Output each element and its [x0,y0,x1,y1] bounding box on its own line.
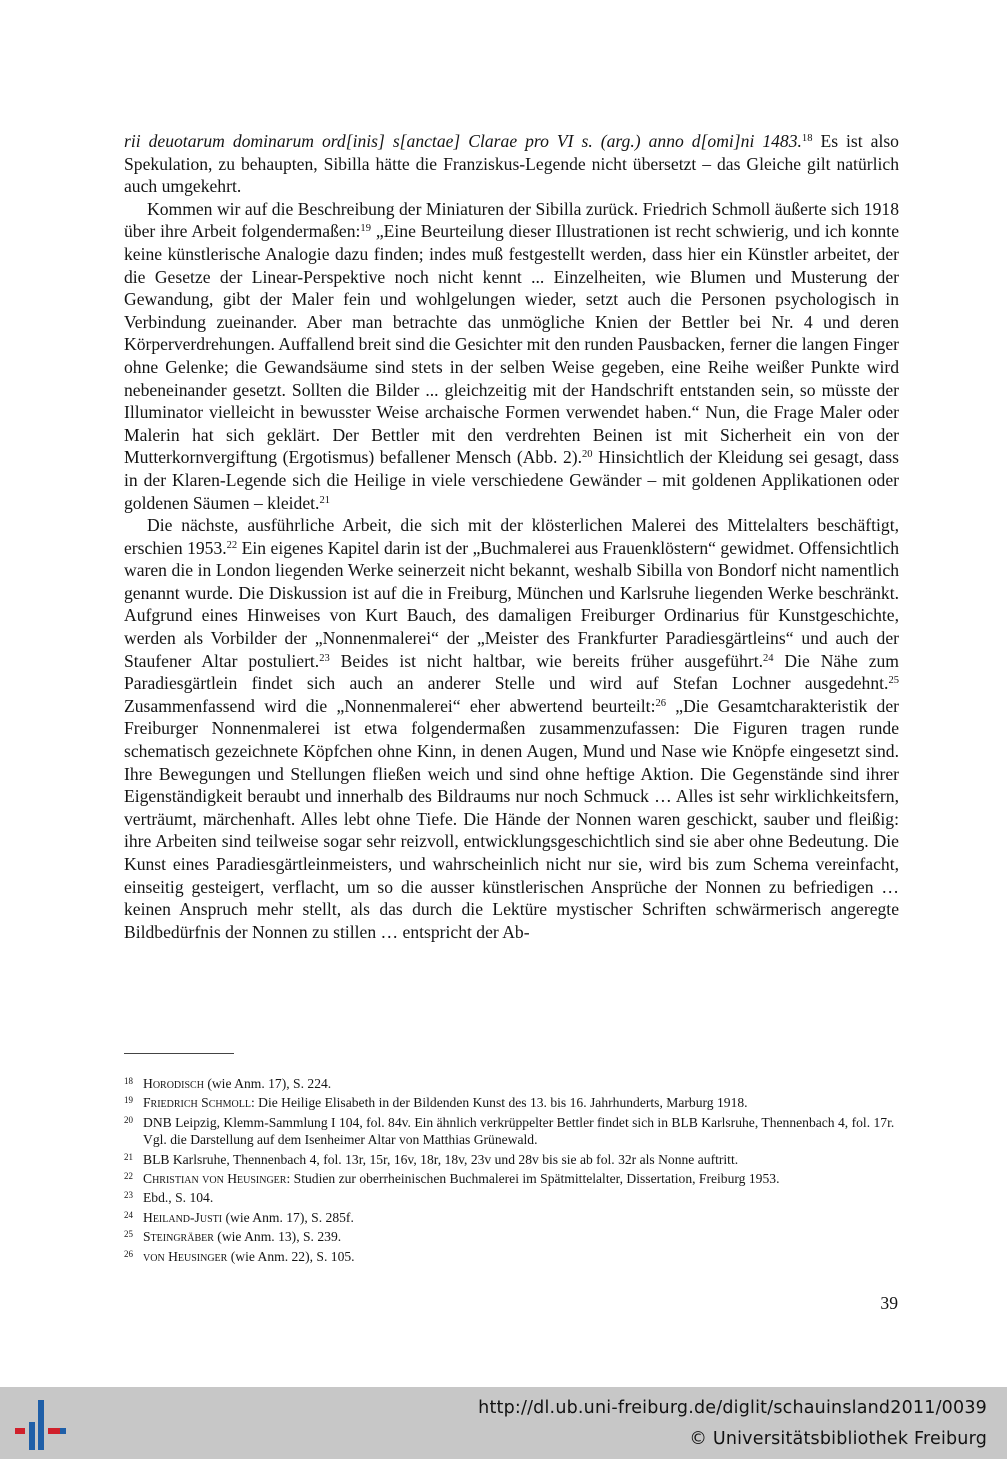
footnote-19 [124,1092,899,1111]
footnote-text: DNB Leipzig, Klemm-Sammlung I 104, fol. 84v. Ein ähnlich verkrüppelter Bettler findet sich in BLB Karlsruhe, Thennenbach 4, fol. 17r. Vgl. die Darstellung auf dem Isenheimer Altar von Matthias Grünewald. [143,1114,895,1148]
footnote-text: (wie Anm. 17), S. 285f. [222,1209,354,1225]
footnote-number: 18 [124,1076,133,1086]
paragraph-text: „Die Gesamtcharakteristik der Freiburger Nonnenmalerei ist etwa folgendermaßen zusammenzufassen: Die Figuren tragen runde schematisch gezeichnete Köpfchen ohne Kinn, in denen Augen, Mund und Nase wie Knöpfe eingesetzt sind. Ihre Bewegungen und Stellungen fließen weich und sind ohne heftige Aktion. Die Gegenstände sind ihrer Eigenständigkeit beraubt und innerhalb des Bildraums nur noch Schmuck … Alles ist sehr wirklichkeitsfern, verträumt, märchenhaft. Alles lebt ohne Tiefe. Die Hände der Nonnen waren geschickt, sauber und fleißig: ihre Arbeiten sind teilweise sogar sehr reizvoll, entwicklungsgeschichtlich sind sie aber ohne Bedeutung. Die Kunst eines Paradiesgärtleinmeisters, und wahrscheinlich nicht nur sie, wird bis zum Schema vereinfacht, einseitig gesteigert, verflacht, um so die ausser künstlerischen Ansprüche der Nonnen zu befriedigen … keinen Anspruch mehr stellt, als das durch die Lektüre mystischer Schriften schwärmerisch angeregte Bildbedürfnis der Nonnen zu stillen … entspricht der Ab- [124,695,900,942]
footnote-number: 22 [124,1171,133,1182]
footnote-ref[interactable]: 19 [360,223,371,235]
paragraph-text: Zusammenfassend wird die „Nonnenmalerei“ eher abwertend beurteilt: [124,695,656,716]
footnote-number: 20 [124,1114,133,1125]
footnote-text: : Studien zur oberrheinischen Buchmalerei im Spätmittelalter, Dissertation, Freiburg 1953. [286,1171,780,1187]
footnote-20 [124,1112,899,1149]
footnote-ref[interactable]: 21 [319,494,330,506]
paragraph-text: Beides ist nicht haltbar, wie bereits früher ausgeführt. [329,650,763,671]
footnote-author: Christian von Heusinger [143,1171,287,1187]
paragraph-3 [124,514,899,943]
footnote-number: 23 [124,1190,133,1201]
footnote-number: 21 [124,1151,133,1162]
copyright-notice: © Universitätsbibliothek Freiburg [689,1429,987,1449]
paragraph-text: Es ist also Spekulation, zu behaupten, Sibilla hätte die Franziskus-Legende nicht übersetzt – das Gleiche gilt natürlich auch umgekehrt. [124,131,899,197]
footnote-ref[interactable]: 22 [226,539,238,551]
footnote-ref[interactable]: 24 [762,652,774,664]
footnote-22 [124,1168,899,1187]
viewer-footer [0,1387,1007,1459]
footnote-18 [124,1073,899,1092]
footnote-number: 25 [124,1229,133,1240]
footnote-text: Ebd., S. 104. [143,1190,214,1206]
footnote-author: Steingräber [143,1229,214,1245]
footnote-text: : Die Heilige Elisabeth in der Bildenden Kunst des 13. bis 16. Jahrhunderts, Marburg 1918. [250,1095,748,1111]
paragraph-text: Kommen wir auf die Beschreibung der Miniaturen der Sibilla zurück. Friedrich Schmoll äußerte sich 1918 über ihre Arbeit folgendermaßen: [124,198,899,242]
footnote-author: von Heusinger [143,1248,228,1264]
paragraph-text: Ein eigenes Kapitel darin ist der „Buchmalerei aus Frauenklöstern“ gewidmet. Offensichtlich waren die in London liegenden Werke seinerzeit nicht bekannt, weshalb Sibilla von Bondorf nicht namentlich genannt wurde. Die Diskussion ist auf die in Freiburg, München und Karlsruhe liegenden Werke beschränkt. Aufgrund eines Hinweises von Kurt Bauch, des damaligen Freiburger Ordinarius für Kunstgeschichte, werden als Vorbilder der „Nonnenmalerei“ der „Meister des Frankfurter Paradiesgärtleins“ und auch der Staufener Altar postuliert. [124,537,899,671]
paragraph-1 [124,130,899,198]
footnote-ref[interactable]: 25 [888,675,899,687]
paragraph-2 [124,198,899,514]
footnote-number: 26 [124,1248,133,1259]
footnote-text: (wie Anm. 13), S. 239. [213,1229,342,1245]
latin-quote: rii deuotarum dominarum ord[inis] s[anctae] Clarae pro VI s. (arg.) anno d[omi]ni 1483. [124,131,802,151]
footnote-author: Friedrich Schmoll [143,1095,251,1111]
paragraph-text: „Eine Beurteilung dieser Illustrationen ist recht schwierig, und ich konnte keine künstlerische Analogie dazu finden; indes muß festgestellt werden, dass hier ein Künstler arbeitet, der die Gesetze der Linear-Perspektive noch nicht kennt ... Einzelheiten, wie Blumen und Musterung der Gewandung, gibt der Maler fein und wohlgelungen wieder, setzt auch die Personen psychologisch in Verbindung zueinander. Aber man betrachte das unmögliche Knien der Bettler bei Nr. 4 und deren Körperverdrehungen. Auffallend breit sind die Gesichter mit den runden Pausbacken, ferner die langen Finger ohne Gelenke; die Gewandsäume sind stets in der selben Weise gegeben, eine Reihe weißer Punkte wird nebeneinander gesetzt. Sollten die Bilder ... gleichzeitig mit der Handschrift entstanden sein, so müsste der Illuminator vielleicht in bewusster Weise archaische Formen verwendet haben.“ Nun, die Frage Maler oder Malerin hat sich geklärt. Der Bettler mit den verdrehten Beinen ist mit Sicherheit ein von der Mutterkornvergiftung (Ergotismus) befallener Mensch (Abb. 2). [124,221,900,468]
ub-freiburg-logo-icon [12,1398,68,1452]
footnote-text: BLB Karlsruhe, Thennenbach 4, fol. 13r, 15r, 16v, 18r, 18v, 23v und 28v bis sie ab fol. 32r als Nonne auftritt. [143,1151,739,1167]
footnote-23 [124,1187,899,1206]
footnote-author: Heiland-Justi [143,1209,223,1225]
footnote-number: 24 [124,1209,133,1220]
footnote-ref[interactable]: 26 [655,698,667,710]
footnote-ref[interactable]: 18 [801,133,813,145]
footnote-25 [124,1226,899,1245]
footnote-26 [124,1246,899,1265]
paragraph-text: Die Nähe zum Paradiesgärtlein findet sich auch an anderer Stelle und wird auf Stefan Lochner ausgedehnt. [124,650,899,694]
footnote-number: 19 [124,1095,133,1106]
paragraph-text: Hinsichtlich der Kleidung sei gesagt, dass in der Klaren-Legende sich die Heilige in viele verschiedene Gewänder – mit goldenen Applikationen oder goldenen Säumen – kleidet. [124,447,899,513]
footnote-divider [124,1053,234,1054]
permalink-url[interactable]: http://dl.ub.uni-freiburg.de/diglit/schauinsland2011/0039 [478,1398,987,1418]
footnote-text: (wie Anm. 22), S. 105. [227,1248,355,1264]
footnote-ref[interactable]: 20 [582,449,593,461]
footnote-author: Horodisch [143,1076,204,1091]
footnote-24 [124,1207,899,1226]
footnote-21 [124,1149,899,1168]
footnotes [124,1073,899,1265]
footnote-text: (wie Anm. 17), S. 224. [203,1076,332,1091]
paragraph-text: Die nächste, ausführliche Arbeit, die sich mit der klösterlichen Malerei des Mittelalters beschäftigt, erschien 1953. [124,515,899,558]
footnote-ref[interactable]: 23 [319,652,330,664]
main-text [124,130,899,943]
page-number: 39 [880,1293,898,1313]
